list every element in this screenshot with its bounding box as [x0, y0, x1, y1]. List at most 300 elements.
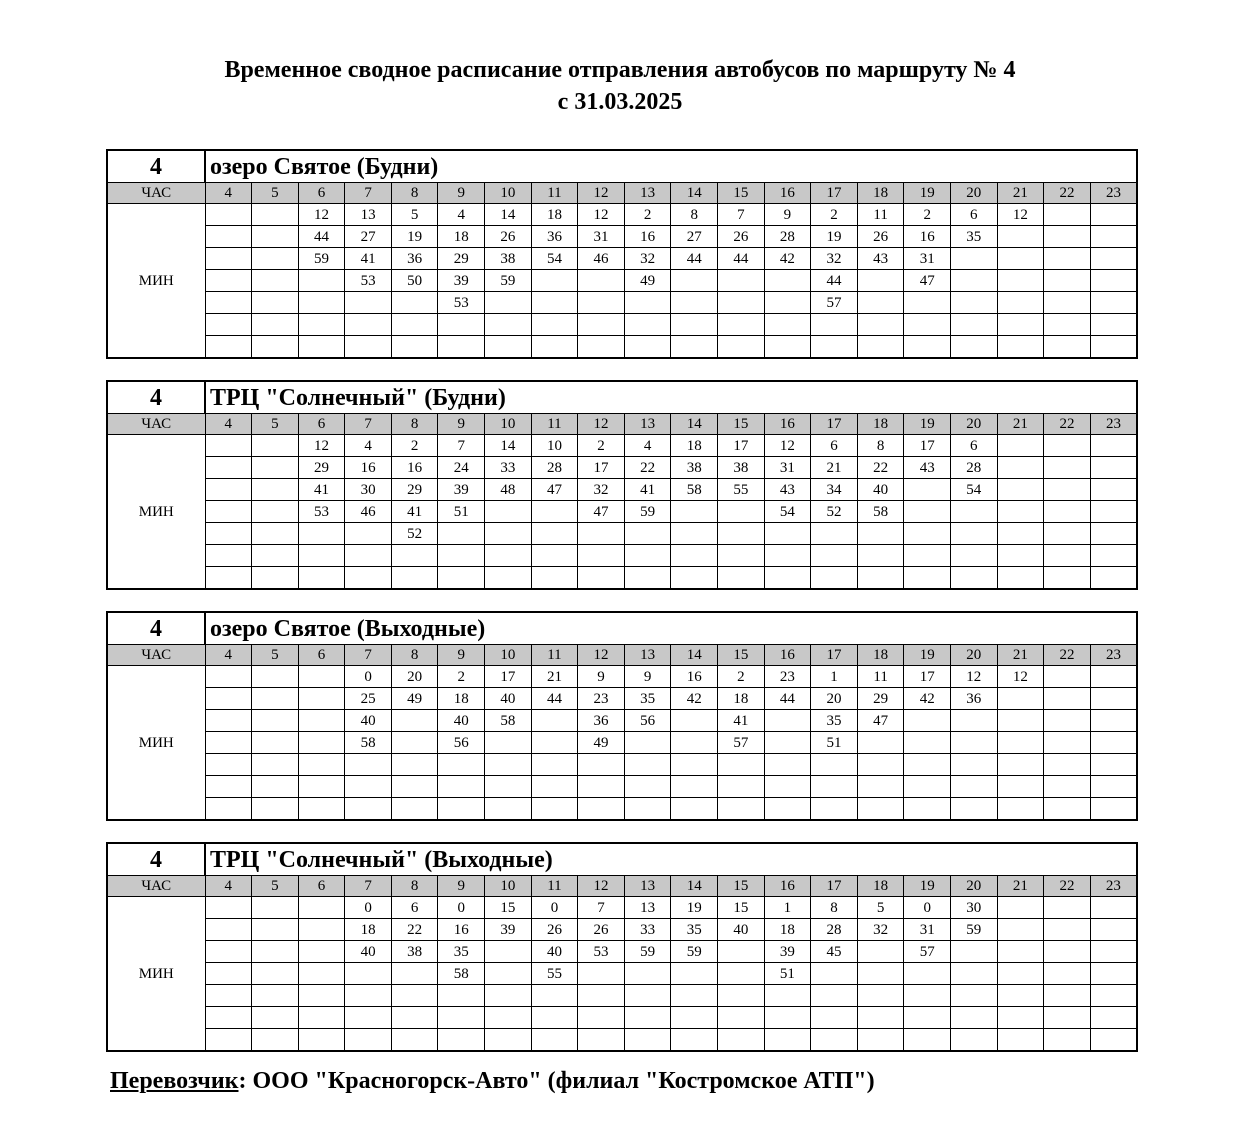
minute-cell: 26 [531, 919, 578, 941]
minute-cell [205, 457, 252, 479]
minute-cell: 17 [904, 666, 951, 688]
minute-cell [578, 1007, 625, 1029]
minute-cell: 51 [764, 963, 811, 985]
minute-cell [904, 1029, 951, 1052]
minute-cell [252, 336, 299, 359]
table-title-row [107, 612, 1137, 645]
hour-cell: 23 [1090, 183, 1137, 204]
minute-cell [205, 248, 252, 270]
minute-cell [578, 776, 625, 798]
hour-cell: 18 [857, 414, 904, 435]
minute-cell: 12 [997, 666, 1044, 688]
minute-cell: 26 [485, 226, 532, 248]
minute-cell [997, 919, 1044, 941]
minute-cell [252, 798, 299, 821]
hour-cell: 19 [904, 414, 951, 435]
minute-cell [252, 688, 299, 710]
minute-cell: 19 [811, 226, 858, 248]
minute-cell [345, 523, 392, 545]
minute-cell [205, 501, 252, 523]
minute-cell [438, 567, 485, 590]
minute-cell [857, 336, 904, 359]
minute-cell [485, 501, 532, 523]
minute-cell [298, 688, 345, 710]
minute-cell [438, 1029, 485, 1052]
minute-cell [252, 919, 299, 941]
minute-cell: 2 [811, 204, 858, 226]
minute-cell [438, 545, 485, 567]
minute-row [107, 292, 1137, 314]
minute-cell [298, 963, 345, 985]
minute-cell [531, 710, 578, 732]
minute-cell [485, 523, 532, 545]
minute-cell [205, 1007, 252, 1029]
minute-cell [718, 754, 765, 776]
stop-name: озеро Святое (Будни) [205, 150, 1137, 183]
minute-cell: 38 [391, 941, 438, 963]
minute-cell [531, 1029, 578, 1052]
minute-cell: 27 [345, 226, 392, 248]
minute-cell: 0 [904, 897, 951, 919]
minute-cell [1044, 336, 1091, 359]
route-number: 4 [107, 843, 205, 876]
minute-cell [904, 479, 951, 501]
minute-cell [391, 776, 438, 798]
hour-cell: 13 [624, 645, 671, 666]
minute-cell [997, 963, 1044, 985]
hour-cell: 17 [811, 645, 858, 666]
minute-cell [345, 963, 392, 985]
minute-cell [485, 292, 532, 314]
minute-cell [904, 567, 951, 590]
minute-cell [718, 798, 765, 821]
hour-cell: 10 [485, 414, 532, 435]
minute-cell: 36 [531, 226, 578, 248]
minute-cell [718, 1007, 765, 1029]
hour-cell: 4 [205, 414, 252, 435]
minute-cell [857, 270, 904, 292]
minute-cell [1044, 435, 1091, 457]
hour-cell: 4 [205, 876, 252, 897]
hour-cell: 6 [298, 876, 345, 897]
minute-cell [764, 292, 811, 314]
minute-cell [671, 336, 718, 359]
minute-cell [951, 941, 998, 963]
minute-cell [624, 732, 671, 754]
minute-cell: 11 [857, 204, 904, 226]
minute-cell [997, 435, 1044, 457]
minute-cell [438, 336, 485, 359]
stop-name: озеро Святое (Выходные) [205, 612, 1137, 645]
minute-cell [345, 985, 392, 1007]
minute-cell: 35 [438, 941, 485, 963]
minute-cell [391, 1029, 438, 1052]
minute-cell [252, 501, 299, 523]
hour-cell: 5 [252, 876, 299, 897]
minute-cell: 6 [811, 435, 858, 457]
hour-cell: 14 [671, 414, 718, 435]
minute-cell [252, 985, 299, 1007]
minute-cell [578, 963, 625, 985]
minute-cell [485, 941, 532, 963]
minute-cell [252, 897, 299, 919]
hour-cell: 7 [345, 645, 392, 666]
minute-cell: 2 [578, 435, 625, 457]
minute-cell [485, 314, 532, 336]
minute-cell [1044, 710, 1091, 732]
minute-cell: 44 [718, 248, 765, 270]
minute-cell [624, 776, 671, 798]
hour-cell: 21 [997, 645, 1044, 666]
minute-cell: 9 [764, 204, 811, 226]
carrier-line [110, 1066, 875, 1096]
minute-label: МИН [107, 897, 205, 1052]
minute-cell [1044, 501, 1091, 523]
minute-cell: 54 [951, 479, 998, 501]
minute-cell [1044, 941, 1091, 963]
minute-cell: 32 [578, 479, 625, 501]
minute-cell [624, 985, 671, 1007]
minute-cell: 8 [811, 897, 858, 919]
hour-cell: 6 [298, 645, 345, 666]
minute-cell [1044, 248, 1091, 270]
minute-cell [857, 1007, 904, 1029]
minute-cell: 35 [811, 710, 858, 732]
minute-cell [578, 567, 625, 590]
minute-row [107, 963, 1137, 985]
minute-cell: 8 [857, 435, 904, 457]
minute-cell [485, 754, 532, 776]
minute-cell [997, 897, 1044, 919]
minute-cell [997, 1007, 1044, 1029]
hour-cell: 20 [951, 183, 998, 204]
minute-cell [252, 1029, 299, 1052]
hour-cell: 9 [438, 876, 485, 897]
minute-cell: 43 [764, 479, 811, 501]
hour-cell: 15 [718, 645, 765, 666]
minute-cell [1090, 710, 1137, 732]
minute-cell [252, 226, 299, 248]
hour-cell: 5 [252, 183, 299, 204]
minute-cell: 28 [531, 457, 578, 479]
minute-cell [1090, 941, 1137, 963]
hour-cell: 19 [904, 876, 951, 897]
minute-cell [811, 754, 858, 776]
minute-cell: 12 [997, 204, 1044, 226]
route-number: 4 [107, 381, 205, 414]
minute-row [107, 270, 1137, 292]
minute-cell [718, 985, 765, 1007]
minute-cell [1090, 688, 1137, 710]
minute-cell: 26 [718, 226, 765, 248]
minute-cell [298, 292, 345, 314]
hour-cell: 8 [391, 876, 438, 897]
minute-row [107, 226, 1137, 248]
minute-cell: 40 [857, 479, 904, 501]
minute-cell: 58 [671, 479, 718, 501]
page-title [0, 54, 1240, 118]
minute-cell: 21 [811, 457, 858, 479]
schedule-table [106, 842, 1138, 1052]
minute-cell [904, 798, 951, 821]
minute-cell: 12 [298, 204, 345, 226]
minute-cell [904, 754, 951, 776]
minute-cell [1090, 1007, 1137, 1029]
minute-cell [857, 292, 904, 314]
minute-cell [531, 1007, 578, 1029]
minute-cell: 17 [904, 435, 951, 457]
minute-row [107, 732, 1137, 754]
minute-cell [391, 754, 438, 776]
minute-cell: 31 [764, 457, 811, 479]
minute-cell [205, 226, 252, 248]
minute-cell [671, 1007, 718, 1029]
minute-cell [252, 963, 299, 985]
minute-cell [205, 567, 252, 590]
minute-cell: 43 [857, 248, 904, 270]
minute-cell [857, 963, 904, 985]
minute-cell: 30 [345, 479, 392, 501]
minute-cell [205, 523, 252, 545]
minute-cell: 23 [578, 688, 625, 710]
minute-cell [345, 1007, 392, 1029]
minute-cell [252, 270, 299, 292]
minute-cell [205, 710, 252, 732]
minute-cell [252, 941, 299, 963]
minute-cell [252, 204, 299, 226]
minute-cell [764, 732, 811, 754]
minute-cell [624, 1029, 671, 1052]
minute-cell [298, 270, 345, 292]
minute-cell: 41 [298, 479, 345, 501]
minute-cell [1090, 336, 1137, 359]
minute-cell [1090, 666, 1137, 688]
minute-label: МИН [107, 435, 205, 590]
hour-cell: 7 [345, 414, 392, 435]
minute-cell [205, 688, 252, 710]
minute-cell [857, 567, 904, 590]
minute-cell [391, 710, 438, 732]
minute-cell: 34 [811, 479, 858, 501]
minute-cell [997, 457, 1044, 479]
minute-cell: 15 [718, 897, 765, 919]
minute-row [107, 919, 1137, 941]
hour-cell: 11 [531, 645, 578, 666]
minute-cell: 31 [578, 226, 625, 248]
minute-cell: 26 [857, 226, 904, 248]
minute-cell [298, 710, 345, 732]
minute-cell [904, 732, 951, 754]
minute-cell [1090, 545, 1137, 567]
hour-cell: 22 [1044, 414, 1091, 435]
hour-cell: 21 [997, 876, 1044, 897]
minute-cell [205, 919, 252, 941]
hour-header-row [107, 876, 1137, 897]
minute-cell [671, 754, 718, 776]
minute-cell: 25 [345, 688, 392, 710]
hour-cell: 9 [438, 414, 485, 435]
minute-cell [205, 732, 252, 754]
minute-cell [624, 523, 671, 545]
minute-cell: 19 [391, 226, 438, 248]
hour-cell: 22 [1044, 183, 1091, 204]
minute-cell [764, 1029, 811, 1052]
minute-cell [1044, 919, 1091, 941]
minute-cell [298, 798, 345, 821]
hour-cell: 20 [951, 414, 998, 435]
minute-cell [1090, 732, 1137, 754]
minute-cell [531, 985, 578, 1007]
minute-cell: 16 [345, 457, 392, 479]
minute-cell [1090, 204, 1137, 226]
hour-cell: 16 [764, 645, 811, 666]
minute-cell [951, 963, 998, 985]
minute-cell [298, 336, 345, 359]
minute-cell: 39 [438, 270, 485, 292]
hour-cell: 5 [252, 414, 299, 435]
minute-cell [718, 336, 765, 359]
minute-cell [345, 1029, 392, 1052]
minute-cell [531, 523, 578, 545]
minute-cell [951, 314, 998, 336]
minute-cell [391, 545, 438, 567]
minute-cell: 51 [811, 732, 858, 754]
hour-cell: 18 [857, 645, 904, 666]
minute-cell [1090, 897, 1137, 919]
minute-cell [1044, 479, 1091, 501]
minute-cell [951, 270, 998, 292]
minute-cell: 39 [438, 479, 485, 501]
minute-cell [764, 545, 811, 567]
minute-cell: 49 [391, 688, 438, 710]
hour-cell: 14 [671, 183, 718, 204]
minute-cell [951, 1029, 998, 1052]
minute-cell: 31 [904, 248, 951, 270]
minute-row [107, 688, 1137, 710]
minute-cell: 38 [671, 457, 718, 479]
hour-cell: 11 [531, 414, 578, 435]
minute-cell [624, 1007, 671, 1029]
minute-cell: 49 [624, 270, 671, 292]
minute-cell [438, 1007, 485, 1029]
minute-row [107, 457, 1137, 479]
minute-cell: 6 [391, 897, 438, 919]
hour-cell: 4 [205, 183, 252, 204]
minute-cell [671, 567, 718, 590]
minute-cell [671, 292, 718, 314]
minute-cell: 33 [624, 919, 671, 941]
minute-cell [718, 314, 765, 336]
minute-cell [811, 963, 858, 985]
minute-cell [298, 754, 345, 776]
minute-cell: 50 [391, 270, 438, 292]
minute-cell [997, 292, 1044, 314]
minute-cell [252, 314, 299, 336]
minute-cell [252, 457, 299, 479]
minute-cell [252, 666, 299, 688]
minute-cell [578, 523, 625, 545]
minute-cell: 0 [531, 897, 578, 919]
minute-cell [205, 1029, 252, 1052]
minute-cell: 22 [857, 457, 904, 479]
minute-row [107, 314, 1137, 336]
hour-cell: 17 [811, 414, 858, 435]
minute-cell: 18 [531, 204, 578, 226]
minute-cell: 45 [811, 941, 858, 963]
minute-cell: 58 [438, 963, 485, 985]
minute-cell: 57 [718, 732, 765, 754]
minute-cell: 46 [578, 248, 625, 270]
minute-cell: 18 [671, 435, 718, 457]
schedule-table [106, 149, 1138, 359]
hour-cell: 20 [951, 645, 998, 666]
minute-cell [1090, 226, 1137, 248]
minute-cell [718, 567, 765, 590]
minute-cell [578, 270, 625, 292]
hour-cell: 16 [764, 414, 811, 435]
minute-cell [205, 666, 252, 688]
minute-cell [671, 776, 718, 798]
minute-cell [857, 776, 904, 798]
minute-cell [997, 754, 1044, 776]
hour-cell: 23 [1090, 414, 1137, 435]
minute-cell: 24 [438, 457, 485, 479]
minute-cell: 53 [578, 941, 625, 963]
minute-cell [904, 292, 951, 314]
title-line-1: Временное сводное расписание отправления автобусов по маршруту № 4 [224, 57, 1016, 83]
minute-cell: 28 [764, 226, 811, 248]
minute-cell [811, 567, 858, 590]
hour-cell: 7 [345, 876, 392, 897]
minute-cell [624, 567, 671, 590]
minute-cell: 54 [531, 248, 578, 270]
minute-cell [438, 754, 485, 776]
minute-cell [811, 798, 858, 821]
minute-cell [1090, 1029, 1137, 1052]
minute-cell: 51 [438, 501, 485, 523]
minute-cell [298, 1029, 345, 1052]
minute-cell [624, 314, 671, 336]
minute-cell [391, 732, 438, 754]
minute-cell [298, 314, 345, 336]
hour-cell: 20 [951, 876, 998, 897]
hour-cell: 12 [578, 876, 625, 897]
minute-row [107, 523, 1137, 545]
minute-cell: 2 [718, 666, 765, 688]
hour-cell: 11 [531, 183, 578, 204]
minute-cell [345, 314, 392, 336]
minute-cell [438, 314, 485, 336]
minute-cell [951, 732, 998, 754]
schedule-table [106, 611, 1138, 821]
minute-cell: 59 [298, 248, 345, 270]
minute-cell: 28 [951, 457, 998, 479]
minute-cell: 41 [624, 479, 671, 501]
minute-cell [1044, 776, 1091, 798]
minute-cell [1044, 314, 1091, 336]
minute-cell [718, 963, 765, 985]
hour-cell: 6 [298, 183, 345, 204]
hour-cell: 23 [1090, 876, 1137, 897]
minute-cell: 2 [904, 204, 951, 226]
minute-cell [252, 545, 299, 567]
minute-cell [764, 710, 811, 732]
minute-cell: 18 [438, 226, 485, 248]
minute-cell [1044, 545, 1091, 567]
minute-cell: 56 [624, 710, 671, 732]
minute-row [107, 501, 1137, 523]
minute-cell [951, 336, 998, 359]
